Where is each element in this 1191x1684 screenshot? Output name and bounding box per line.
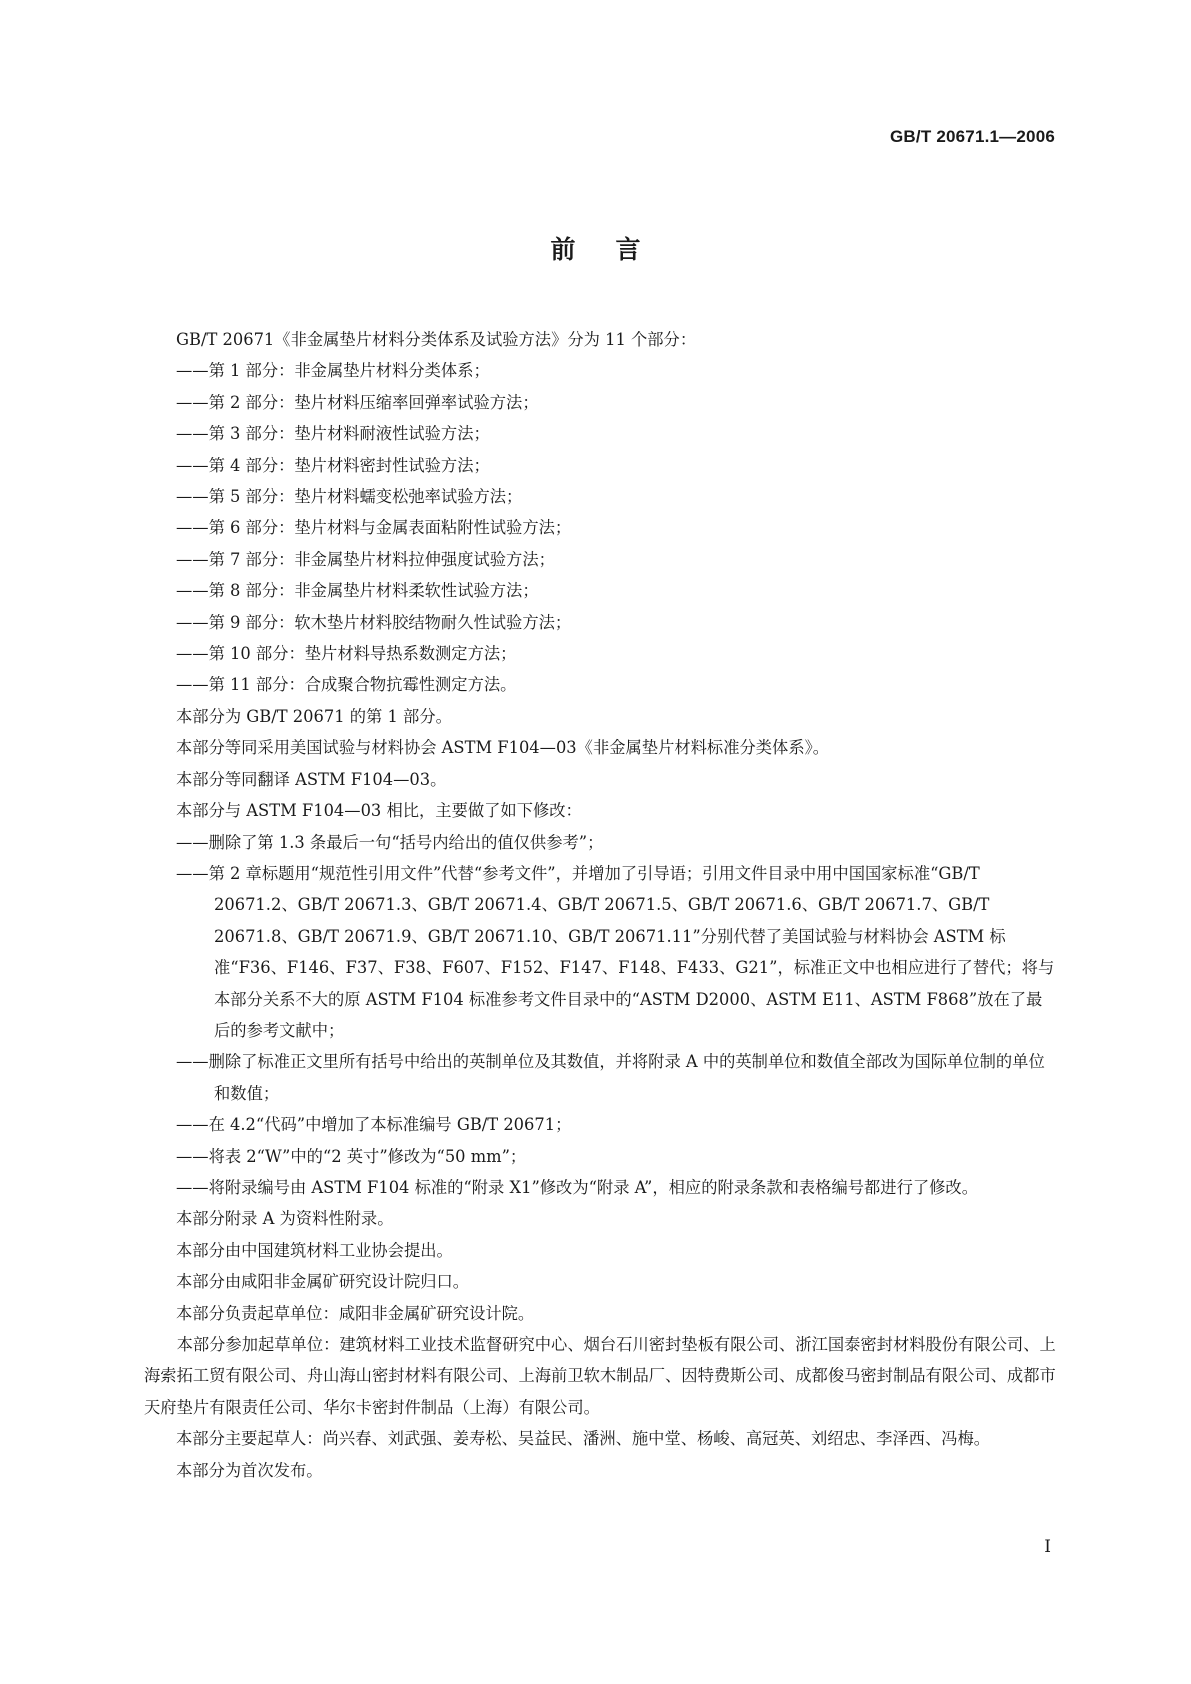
paragraph: 本部分为首次发布。 — [176, 1460, 323, 1480]
list-item: ——第 5 部分：垫片材料蠕变松弛率试验方法； — [176, 487, 523, 507]
list-item: ——将附录编号由 ASTM F104 标准的“附录 X1”修改为“附录 A”，相应的附录条款和表格编号都进行了修改。 — [176, 1177, 978, 1197]
list-item: ——删除了标准正文里所有括号中给出的英制单位及其数值，并将附录 A 中的英制单位和数值全部改为国际单位制的单位和数值； — [176, 1052, 1045, 1103]
page-title: 前言 — [550, 235, 681, 264]
list-item: ——第 11 部分：合成聚合物抗霉性测定方法。 — [176, 675, 517, 695]
list-item: ——删除了第 1.3 条最后一句“括号内给出的值仅供参考”； — [176, 832, 604, 852]
paragraph: 本部分与 ASTM F104—03 相比，主要做了如下修改： — [176, 801, 582, 821]
list-item: ——第 2 部分：垫片材料压缩率回弹率试验方法； — [176, 392, 539, 412]
paragraph: 本部分由中国建筑材料工业协会提出。 — [176, 1240, 453, 1260]
paragraph: 本部分负责起草单位：咸阳非金属矿研究设计院。 — [176, 1303, 535, 1323]
page-number: I — [1044, 1537, 1051, 1557]
paragraph: 本部分主要起草人：尚兴春、刘武强、姜寿松、吴益民、潘洲、施中堂、杨峻、高冠英、刘绍忠、李泽西、冯梅。 — [176, 1429, 991, 1449]
list-item: ——在 4.2“代码”中增加了本标准编号 GB/T 20671； — [176, 1115, 572, 1135]
paragraph: 本部分等同采用美国试验与材料协会 ASTM F104—03《非金属垫片材料标准分类体系》。 — [176, 738, 830, 758]
list-item: ——将表 2“W”中的“2 英寸”修改为“50 mm”； — [176, 1146, 527, 1166]
paragraph: 本部分为 GB/T 20671 的第 1 部分。 — [176, 706, 452, 726]
list-item: ——第 2 章标题用“规范性引用文件”代替“参考文件”，并增加了引导语；引用文件目录中用中国国家标准“GB/T 20671.2、GB/T 20671.3、GB/T 20671.4、GB/T 20671.5、GB/T 20671.6、GB/T 20671.7、GB/T 20671.8、GB/T 20671.9、GB/T 20671.10、GB/T 20671.11”分别代替了美国试验与材料协会 ASTM 标准“F36、F146、F37、F38、F607、F152、F147、F148、F433、G21”，标准正文中也相应进行了替代；将与本部分关系不大的原 ASTM F104 标准参考文件目录中的“ASTM D2000、ASTM E11、ASTM F868”放在了最后的参考文献中； — [176, 863, 1055, 1040]
foreword-body — [144, 324, 1056, 1486]
list-item: ——第 9 部分：软木垫片材料胶结物耐久性试验方法； — [176, 612, 572, 632]
list-item: ——第 1 部分：非金属垫片材料分类体系； — [176, 361, 490, 381]
list-item: ——第 10 部分：垫片材料导热系数测定方法； — [176, 644, 517, 664]
list-item: ——第 6 部分：垫片材料与金属表面粘附性试验方法； — [176, 518, 572, 538]
standard-code: GB/T 20671.1—2006 — [890, 127, 1055, 146]
paragraph: 本部分附录 A 为资料性附录。 — [176, 1209, 394, 1229]
paragraph: 本部分由咸阳非金属矿研究设计院归口。 — [176, 1272, 470, 1292]
paragraph: 本部分参加起草单位：建筑材料工业技术监督研究中心、烟台石川密封垫板有限公司、浙江国泰密封材料股份有限公司、上海索拓工贸有限公司、舟山海山密封材料有限公司、上海前卫软木制品厂、因特费斯公司、成都俊马密封制品有限公司、成都市天府垫片有限责任公司、华尔卡密封件制品（上海）有限公司。 — [144, 1335, 1056, 1417]
paragraph: 本部分等同翻译 ASTM F104—03。 — [176, 769, 447, 789]
list-item: ——第 8 部分：非金属垫片材料柔软性试验方法； — [176, 581, 539, 601]
list-item: ——第 3 部分：垫片材料耐液性试验方法； — [176, 424, 490, 444]
list-item: ——第 4 部分：垫片材料密封性试验方法； — [176, 455, 490, 475]
list-item: ——第 7 部分：非金属垫片材料拉伸强度试验方法； — [176, 549, 555, 569]
paragraph: GB/T 20671《非金属垫片材料分类体系及试验方法》分为 11 个部分： — [176, 330, 697, 349]
